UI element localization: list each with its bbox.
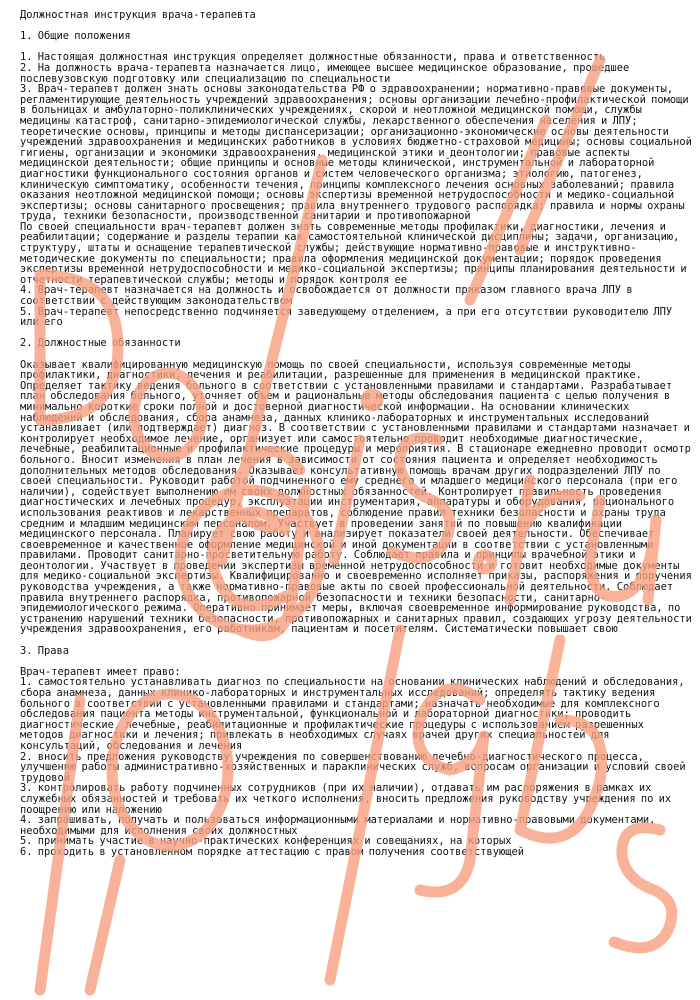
general-paragraph-specialty: По своей специальности врач-терапевт должен знать современные методы профилактики, диагностики, лечения и реабилитации; содержание и разделы терапии как самостоятельной клинической дисциплины; задачи, организацию, структуру, штаты и оснащение терапевтической службы; действующие нормативно-правовые и инструктивно-методические документы по специальности; правила оформления медицинской документации; порядок проведения экспертизы временной нетрудоспособности и медико-социальной экспертизы; принципы планирования деятельности и отчетности терапевтической службы; методы и порядок контроля ее [20,220,692,286]
watermark-stroke [90,860,120,990]
general-paragraph-1: 1. Настоящая должностная инструкция определяет должностные обязанности, права и ответственность [20,51,606,64]
rights-item-4: 4. запрашивать, получать и пользоваться информационными материалами и нормативно-правовыми документами, необходимыми для исполнения своих должностных [20,814,661,837]
section-heading-rights: 3. Права [20,644,70,657]
section-heading-general: 1. Общие положения [20,30,131,43]
rights-item-5: 5. принимать участие в научно-практических конференциях и совещаниях, на которых [20,835,512,848]
rights-item-3: 3. контролировать работу подчиненных сотрудников (при их наличии), отдавать им распоряжения в рамках их служебных обязанностей и требовать их четкого исполнения, вносить предложения руководству учреждения по их поощрению или наложению [20,782,677,816]
rights-item-1: 1. самостоятельно устанавливать диагноз по специальности на основании клинических наблюдений и обследования, сбора анамнеза, данных клинико-лабораторных и инструментальных исследований; определять тактику ведения больного в соответствии с установленными правилами и стандартами; назначать необходимые для комплексного обследования пациента методы инструментальной, функциональной и лабораторной диагностики; проводить диагностические, лечебные, реабилитационные и профилактические процедуры с использованием разрешенных методов диагностики и лечения; привлекать в необходимых случаях врачей других специальностей для консультаций, обследования и лечения [20,676,690,752]
general-paragraph-3: 3. Врач-терапевт должен знать основы законодательства РФ о здравоохранении; нормативно-правовые документы, регламентирующие деятельность учреждений здравоохранения; основы организации лечебно-профилактической помощи в больницах и амбулаторно-поликлинических учреждениях, скорой и неотложной медицинской помощи, службы медицины катастроф, санитарно-эпидемиологической службы, лекарственного обеспечения населения и ЛПУ; теоретические основы, принципы и методы диспансеризации; организационно-экономические основы деятельности учреждений здравоохранения и медицинских работников в условиях бюджетно-страховой медицины; основы социальной гигиены, организации и экономики здравоохранения, медицинской этики и деонтологии; правовые аспекты медицинской деятельности; общие принципы и основные методы клинической, инструментальной и лабораторной диагностики функционального состояния органов и систем человеческого организма; этиологию, патогенез, клиническую симптоматику, особенности течения, принципы комплексного лечения основных заболеваний; правила оказания неотложной медицинской помощи; основы экспертизы временной нетрудоспособности и медико-социальной экспертизы; основы санитарного просвещения; правила внутреннего трудового распорядка; правила и нормы охраны труда, техники безопасности, производственной санитарии и противопожарной [20,83,698,223]
section-heading-duties: 2. Должностные обязанности [20,337,181,350]
rights-item-6: 6. проходить в установленном порядке аттестацию с правом получения соответствующей [20,845,524,858]
general-paragraph-4: 4. Врач-терапевт назначается на должность и освобождается от должности приказом главного врача ЛПУ в соответствии с действующим законодательством [20,284,638,308]
document-title: Должностная инструкция врача-терапевта [20,9,256,21]
rights-item-2: 2. вносить предложения руководству учреждения по совершенствованию лечебно-диагностического процесса, улучшению работы административно-хозяйственных и параклинических служб, вопросам организации и условий своей трудовой [20,750,691,784]
duties-paragraph: Оказывает квалифицированную медицинскую помощь по своей специальности, используя современные методы профилактики, диагностики, лечения и реабилитации, разрешенные для применения в медицинской практике. Определяет тактику ведения больного в соответствии с установленными правилами и стандартами. Разрабатывает план обследования больного, уточняет объем и рациональные методы обследования пациента с целью получения в минимально короткие сроки полной и достоверной диагностической информации. На основании клинических наблюдений и обследования, сбора анамнеза, данных клинико-лабораторных и инструментальных исследований устанавливает (или подтверждает) диагноз. В соответствии с установленными правилами и стандартами назначает и контролирует необходимое лечение, организует или самостоятельно проводит необходимые диагностические, лечебные, реабилитационные и профилактические процедуры и мероприятия. В стационаре ежедневно проводит осмотр больного. Вносит изменения в план лечения в зависимости от состояния пациента и определяет необходимость дополнительных методов обследования. Оказывает консультативную помощь врачам других подразделений ЛПУ по своей специальности. Руководит работой подчиненного ему среднего и младшего медицинского персонала (при его наличии), содействует выполнению им своих должностных обязанностей. Контролирует правильность проведения диагностических и лечебных процедур, эксплуатации инструментария, аппаратуры и оборудования, рационального использования реактивов и лекарственных препаратов, соблюдение правил техники безопасности и охраны труда средним и младшим медицинским персоналом. Участвует в проведении занятий по повышению квалификации медицинского персонала. Планирует свою работу и анализирует показатели своей деятельности. Обеспечивает своевременное и качественное оформление медицинской и иной документации в соответствии с установленными правилами. Проводит санитарно-просветительную работу. Соблюдает правила и принципы врачебной этики и деонтологии. Участвует в проведении экспертизы временной нетрудоспособности и готовит необходимые документы для медико-социальной экспертизы. Квалифицированно и своевременно исполняет приказы, распоряжения и поручения руководства учреждения, а также нормативно-правовые акты по своей профессиональной деятельности. Соблюдает правила внутреннего распорядка, противопожарной безопасности и техники безопасности, санитарно-эпидемиологического режима. Оперативно принимает меры, включая своевременное информирование руководства, по устранению нарушений техники безопасности, противопожарных и санитарных правил, создающих угрозу деятельности учреждения здравоохранения, его работникам, пациентам и посетителям. Систематически повышает свою [20,358,698,636]
general-paragraph-5: 5. Врач-терапевт непосредственно подчиняется заведующему отделением, а при его отсутствии руководителю ЛПУ или его [20,305,678,329]
rights-intro: Врач-терапевт имеет право: [20,665,181,678]
general-paragraph-2: 2. На должность врача-терапевта назначается лицо, имеющее высшее медицинское образование, прошедшее послевузовскую подготовку или специализацию по специальности [20,61,635,85]
document-body [20,9,698,858]
